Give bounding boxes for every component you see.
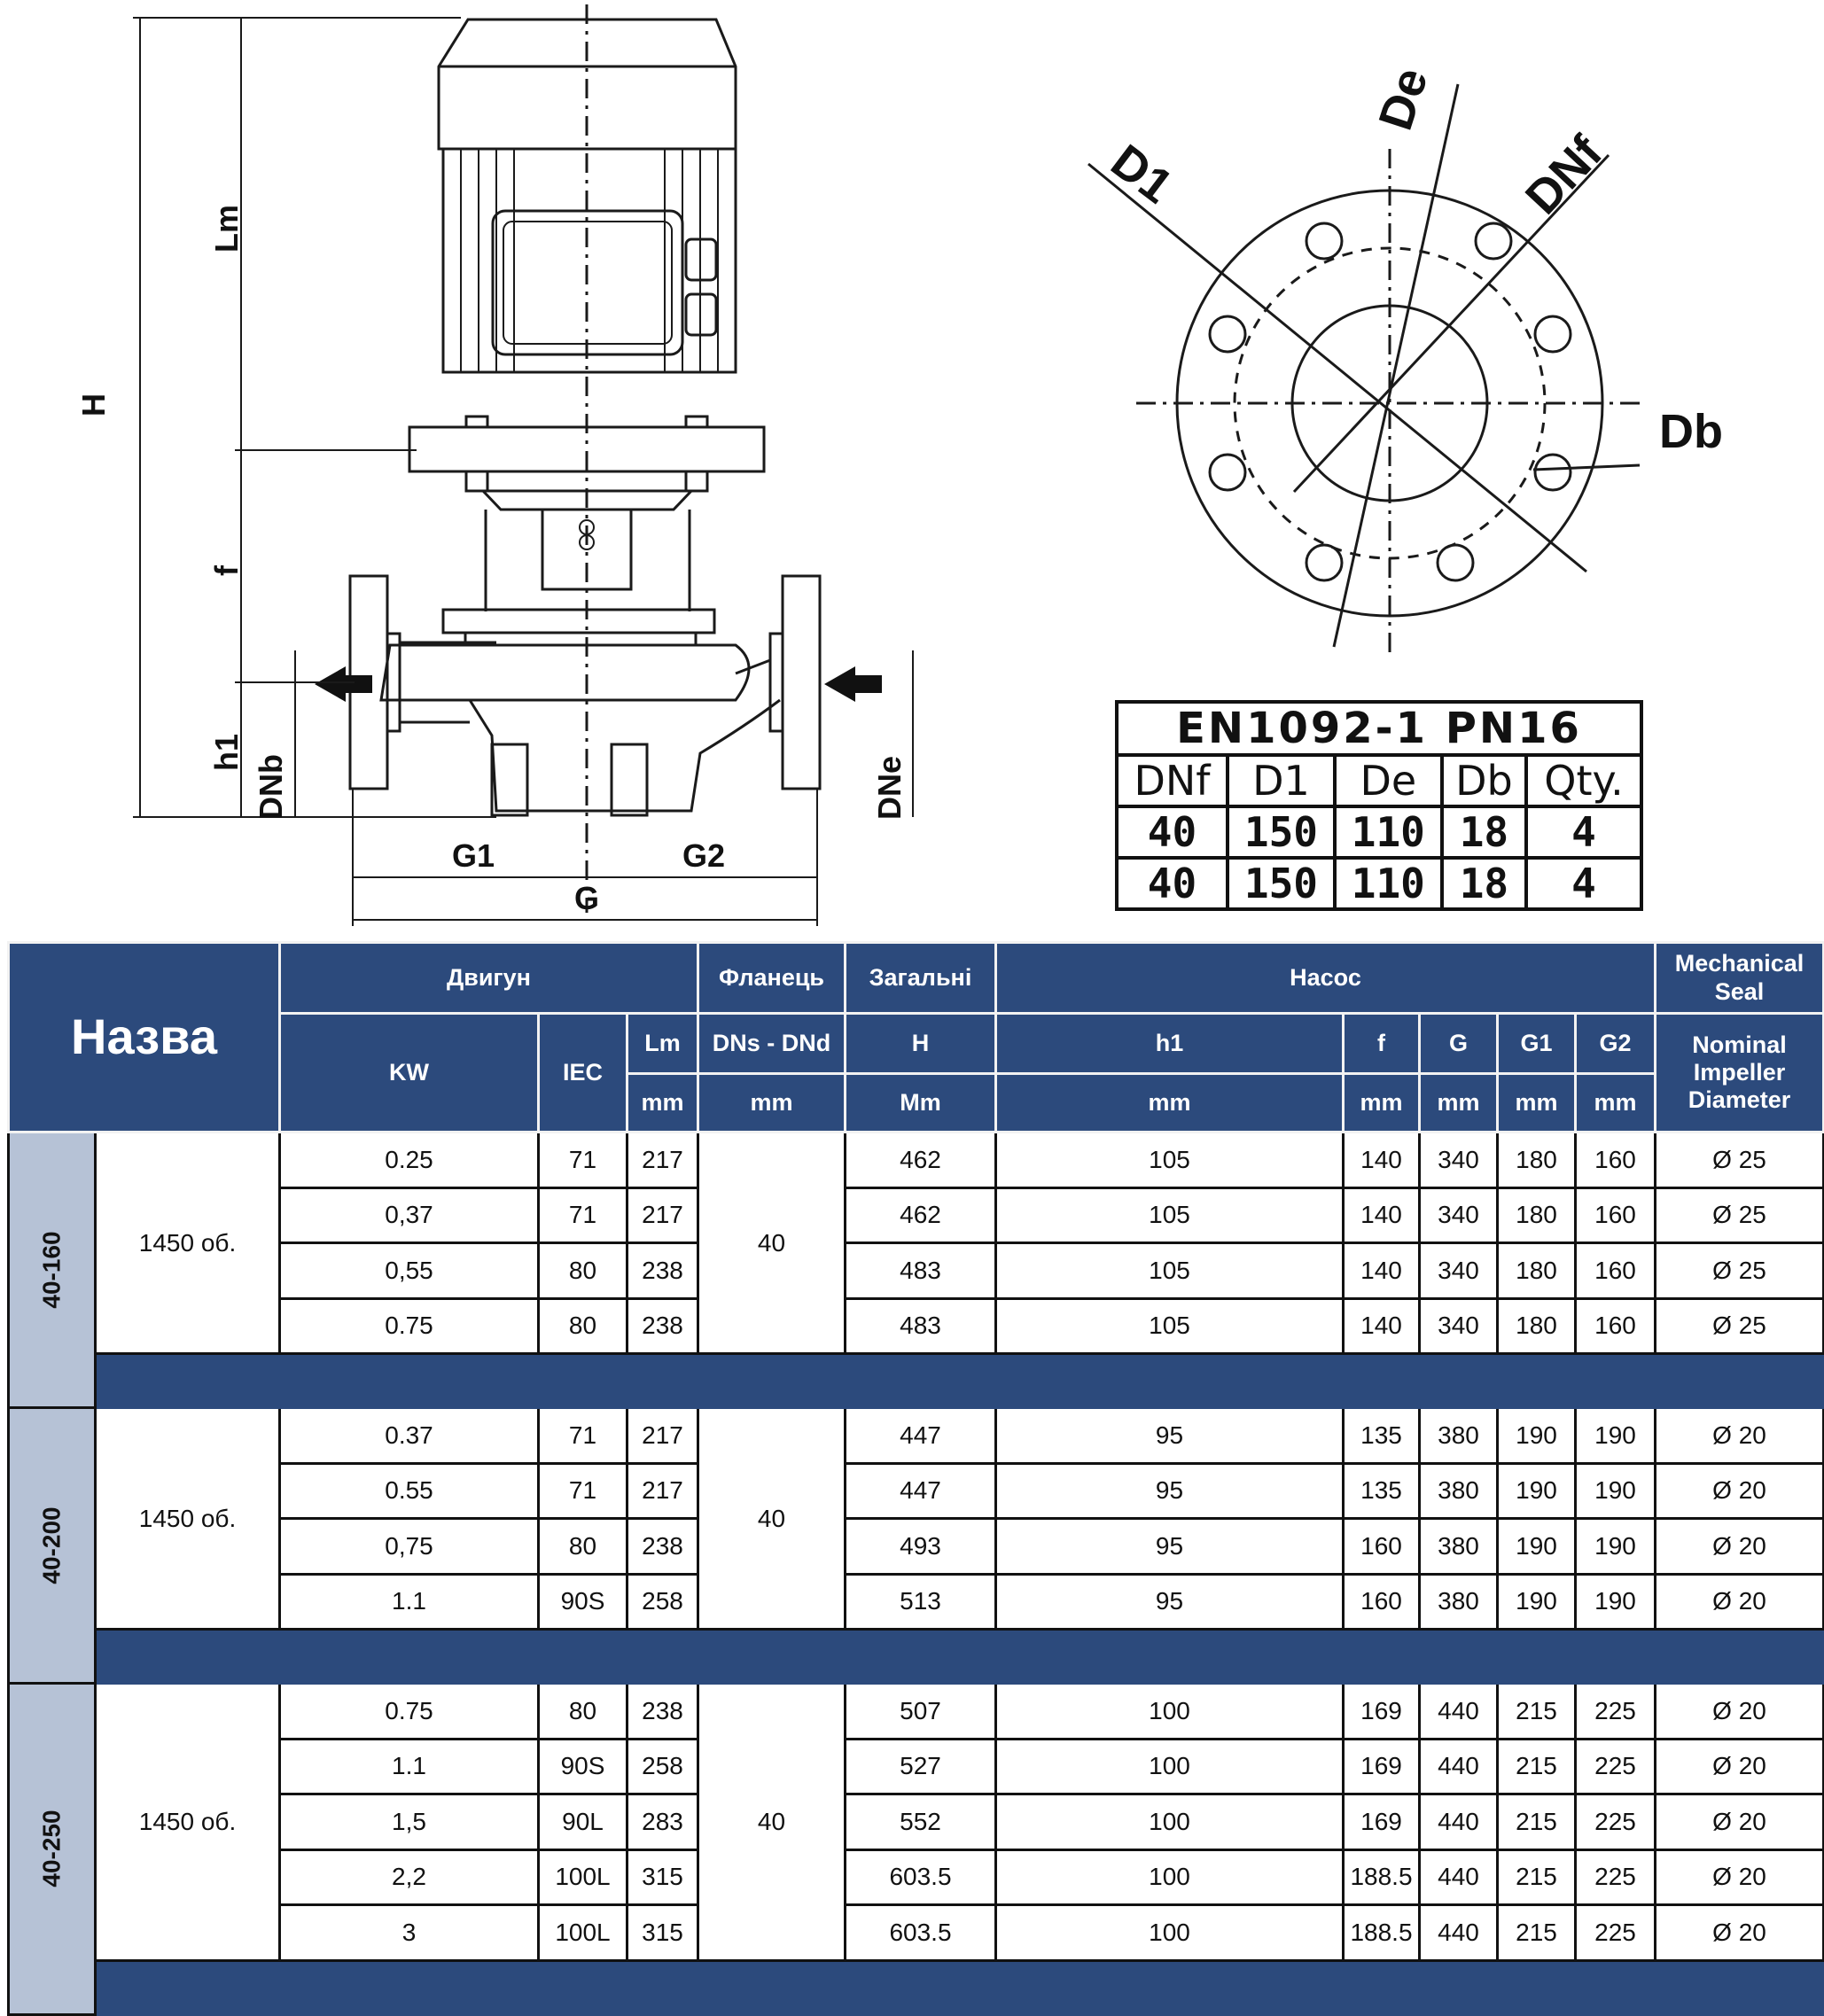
cell-kw: 0.75 bbox=[280, 1684, 539, 1740]
model-name-label: 40-250 bbox=[37, 1810, 66, 1888]
cell-g2: 160 bbox=[1576, 1133, 1656, 1188]
cell-h: 603.5 bbox=[846, 1905, 996, 1961]
cell-g: 440 bbox=[1420, 1684, 1498, 1740]
cell-h1: 95 bbox=[996, 1574, 1344, 1630]
cell-g1: 215 bbox=[1498, 1684, 1576, 1740]
cell-kw: 1.1 bbox=[280, 1574, 539, 1630]
cell-f: 140 bbox=[1344, 1187, 1420, 1243]
col-h: H bbox=[846, 1014, 996, 1074]
cell-impeller: Ø 20 bbox=[1656, 1905, 1824, 1961]
flange-cell: 150 bbox=[1228, 858, 1335, 909]
flange-table-caption: EN1092-1 PN16 bbox=[1117, 702, 1641, 755]
group-separator bbox=[9, 1354, 1824, 1408]
dim-label-G2: G2 bbox=[682, 837, 726, 874]
cell-h1: 95 bbox=[996, 1408, 1344, 1464]
cell-g1: 180 bbox=[1498, 1187, 1576, 1243]
flange-label-DNf: DNf bbox=[1515, 126, 1613, 225]
flange-cell: 4 bbox=[1526, 858, 1641, 909]
cell-g: 340 bbox=[1420, 1187, 1498, 1243]
cell-g2: 225 bbox=[1576, 1684, 1656, 1740]
unit-g1: mm bbox=[1498, 1074, 1576, 1133]
spec-body bbox=[9, 1133, 1824, 2015]
cell-h1: 95 bbox=[996, 1463, 1344, 1519]
cell-f: 169 bbox=[1344, 1794, 1420, 1850]
flange-cell: 18 bbox=[1442, 806, 1526, 858]
cell-impeller: Ø 20 bbox=[1656, 1849, 1824, 1905]
col-f: f bbox=[1344, 1014, 1420, 1074]
cell-g1: 215 bbox=[1498, 1905, 1576, 1961]
cell-g1: 180 bbox=[1498, 1243, 1576, 1299]
group-total: Загальні bbox=[846, 943, 996, 1014]
cell-lm: 238 bbox=[627, 1243, 698, 1299]
cell-h1: 100 bbox=[996, 1849, 1344, 1905]
table-row bbox=[9, 1298, 1824, 1354]
cell-h1: 105 bbox=[996, 1298, 1344, 1354]
cell-g: 440 bbox=[1420, 1794, 1498, 1850]
cell-g1: 190 bbox=[1498, 1408, 1576, 1464]
flange-header: Db bbox=[1442, 755, 1526, 806]
cell-iec: 100L bbox=[539, 1905, 627, 1961]
cell-iec: 100L bbox=[539, 1849, 627, 1905]
dim-label-h1: h1 bbox=[208, 733, 245, 771]
table-row bbox=[9, 1408, 1824, 1464]
unit-f: mm bbox=[1344, 1074, 1420, 1133]
cell-g1: 215 bbox=[1498, 1794, 1576, 1850]
cell-f: 135 bbox=[1344, 1463, 1420, 1519]
cell-lm: 217 bbox=[627, 1408, 698, 1464]
cell-h1: 105 bbox=[996, 1187, 1344, 1243]
table-row bbox=[9, 1519, 1824, 1575]
cell-g2: 160 bbox=[1576, 1243, 1656, 1299]
table-title: Назва bbox=[9, 943, 280, 1133]
cell-g2: 190 bbox=[1576, 1408, 1656, 1464]
cell-g: 340 bbox=[1420, 1243, 1498, 1299]
cell-kw: 1,5 bbox=[280, 1794, 539, 1850]
cell-g1: 215 bbox=[1498, 1739, 1576, 1794]
cell-g: 440 bbox=[1420, 1739, 1498, 1794]
cell-impeller: Ø 20 bbox=[1656, 1684, 1824, 1740]
model-speed: 1450 об. bbox=[96, 1133, 280, 1354]
cell-h: 462 bbox=[846, 1133, 996, 1188]
flange-table bbox=[1115, 700, 1643, 911]
cell-h1: 100 bbox=[996, 1794, 1344, 1850]
cell-g2: 160 bbox=[1576, 1298, 1656, 1354]
cell-g2: 160 bbox=[1576, 1187, 1656, 1243]
cell-f: 160 bbox=[1344, 1574, 1420, 1630]
col-h1: h1 bbox=[996, 1014, 1344, 1074]
flange-header: Qty. bbox=[1526, 755, 1641, 806]
col-g2: G2 bbox=[1576, 1014, 1656, 1074]
cell-h: 462 bbox=[846, 1187, 996, 1243]
flange-cell: 18 bbox=[1442, 858, 1526, 909]
cell-iec: 71 bbox=[539, 1408, 627, 1464]
cell-g1: 190 bbox=[1498, 1463, 1576, 1519]
cell-iec: 71 bbox=[539, 1187, 627, 1243]
spec-table bbox=[7, 941, 1824, 2016]
model-name-label: 40-200 bbox=[37, 1506, 66, 1584]
group-flange: Фланець bbox=[698, 943, 846, 1014]
table-row bbox=[9, 1794, 1824, 1850]
flange-header: DNf bbox=[1117, 755, 1228, 806]
cell-iec: 80 bbox=[539, 1298, 627, 1354]
flange-label-D1: D1 bbox=[1101, 134, 1183, 214]
model-name-label: 40-160 bbox=[37, 1231, 66, 1309]
separator-bar bbox=[96, 1960, 1824, 2014]
cell-h1: 100 bbox=[996, 1684, 1344, 1740]
cell-f: 135 bbox=[1344, 1408, 1420, 1464]
cell-g2: 225 bbox=[1576, 1849, 1656, 1905]
group-motor: Двигун bbox=[280, 943, 698, 1014]
flange-cell: 110 bbox=[1335, 858, 1442, 909]
cell-h1: 100 bbox=[996, 1905, 1344, 1961]
cell-kw: 0,75 bbox=[280, 1519, 539, 1575]
cell-lm: 217 bbox=[627, 1187, 698, 1243]
cell-lm: 238 bbox=[627, 1519, 698, 1575]
cell-g2: 225 bbox=[1576, 1739, 1656, 1794]
cell-g: 380 bbox=[1420, 1463, 1498, 1519]
cell-iec: 90L bbox=[539, 1794, 627, 1850]
table-row bbox=[9, 1243, 1824, 1299]
col-impeller: Nominal Impeller Diameter bbox=[1656, 1014, 1824, 1133]
dim-label-DNe: DNe bbox=[871, 755, 908, 820]
dim-label-DNb: DNb bbox=[253, 754, 289, 820]
cell-dn: 40 bbox=[698, 1408, 846, 1630]
dim-label-G1: G1 bbox=[452, 837, 495, 874]
pump-side-view bbox=[75, 4, 913, 926]
cell-h: 513 bbox=[846, 1574, 996, 1630]
unit-lm: mm bbox=[627, 1074, 698, 1133]
cell-g1: 190 bbox=[1498, 1519, 1576, 1575]
table-row bbox=[9, 1684, 1824, 1740]
table-row bbox=[9, 1849, 1824, 1905]
col-g: G bbox=[1420, 1014, 1498, 1074]
cell-h: 603.5 bbox=[846, 1849, 996, 1905]
table-row bbox=[9, 1574, 1824, 1630]
flange-label-Db: Db bbox=[1659, 405, 1723, 458]
cell-lm: 258 bbox=[627, 1574, 698, 1630]
unit-g2: mm bbox=[1576, 1074, 1656, 1133]
flange-cell: 40 bbox=[1117, 858, 1228, 909]
flange-header: D1 bbox=[1228, 755, 1335, 806]
col-lm: Lm bbox=[627, 1014, 698, 1074]
cell-g1: 215 bbox=[1498, 1849, 1576, 1905]
flange-cell: 40 bbox=[1117, 806, 1228, 858]
cell-g2: 190 bbox=[1576, 1463, 1656, 1519]
cell-g1: 180 bbox=[1498, 1298, 1576, 1354]
cell-h: 483 bbox=[846, 1243, 996, 1299]
dim-label-H: H bbox=[75, 393, 112, 416]
cell-iec: 80 bbox=[539, 1243, 627, 1299]
model-name bbox=[9, 1408, 96, 1684]
model-name bbox=[9, 1133, 96, 1408]
cell-kw: 0,55 bbox=[280, 1243, 539, 1299]
unit-g: mm bbox=[1420, 1074, 1498, 1133]
cell-g: 340 bbox=[1420, 1133, 1498, 1188]
cell-h: 527 bbox=[846, 1739, 996, 1794]
cell-impeller: Ø 20 bbox=[1656, 1519, 1824, 1575]
cell-lm: 217 bbox=[627, 1133, 698, 1188]
cell-kw: 0.75 bbox=[280, 1298, 539, 1354]
cell-f: 140 bbox=[1344, 1133, 1420, 1188]
cell-h1: 105 bbox=[996, 1243, 1344, 1299]
cell-impeller: Ø 20 bbox=[1656, 1408, 1824, 1464]
cell-impeller: Ø 25 bbox=[1656, 1298, 1824, 1354]
table-row bbox=[9, 1739, 1824, 1794]
model-speed: 1450 об. bbox=[96, 1408, 280, 1630]
unit-h1: mm bbox=[996, 1074, 1344, 1133]
col-kw: KW bbox=[280, 1014, 539, 1133]
cell-f: 140 bbox=[1344, 1298, 1420, 1354]
cell-h1: 105 bbox=[996, 1133, 1344, 1188]
cell-impeller: Ø 25 bbox=[1656, 1133, 1824, 1188]
flange-cell: 150 bbox=[1228, 806, 1335, 858]
cell-dn: 40 bbox=[698, 1684, 846, 1961]
cell-f: 169 bbox=[1344, 1739, 1420, 1794]
cell-f: 169 bbox=[1344, 1684, 1420, 1740]
cell-h: 493 bbox=[846, 1519, 996, 1575]
cell-kw: 3 bbox=[280, 1905, 539, 1961]
cell-g2: 190 bbox=[1576, 1519, 1656, 1575]
flange-label-De: De bbox=[1368, 61, 1438, 136]
cell-kw: 2,2 bbox=[280, 1849, 539, 1905]
cell-lm: 283 bbox=[627, 1794, 698, 1850]
cell-h: 483 bbox=[846, 1298, 996, 1354]
col-dn: DNs - DNd bbox=[698, 1014, 846, 1074]
cell-kw: 0.37 bbox=[280, 1408, 539, 1464]
cell-lm: 258 bbox=[627, 1739, 698, 1794]
cell-g: 440 bbox=[1420, 1849, 1498, 1905]
cell-lm: 315 bbox=[627, 1849, 698, 1905]
separator-bar bbox=[96, 1354, 1824, 1408]
cell-impeller: Ø 20 bbox=[1656, 1574, 1824, 1630]
cell-lm: 238 bbox=[627, 1684, 698, 1740]
cell-impeller: Ø 25 bbox=[1656, 1243, 1824, 1299]
group-separator bbox=[9, 1630, 1824, 1684]
cell-kw: 1.1 bbox=[280, 1739, 539, 1794]
cell-dn: 40 bbox=[698, 1133, 846, 1354]
cell-f: 140 bbox=[1344, 1243, 1420, 1299]
cell-g1: 190 bbox=[1498, 1574, 1576, 1630]
cell-h: 447 bbox=[846, 1463, 996, 1519]
unit-dn: mm bbox=[698, 1074, 846, 1133]
cell-iec: 71 bbox=[539, 1133, 627, 1188]
cell-iec: 90S bbox=[539, 1739, 627, 1794]
model-speed: 1450 об. bbox=[96, 1684, 280, 1961]
col-iec: IEC bbox=[539, 1014, 627, 1133]
flange-face-view bbox=[1088, 62, 1723, 656]
cell-lm: 238 bbox=[627, 1298, 698, 1354]
flange-cell: 110 bbox=[1335, 806, 1442, 858]
cell-impeller: Ø 20 bbox=[1656, 1463, 1824, 1519]
cell-g: 380 bbox=[1420, 1408, 1498, 1464]
cell-g2: 225 bbox=[1576, 1905, 1656, 1961]
table-row bbox=[9, 1905, 1824, 1961]
cell-g2: 190 bbox=[1576, 1574, 1656, 1630]
group-pump: Насос bbox=[996, 943, 1656, 1014]
cell-impeller: Ø 25 bbox=[1656, 1187, 1824, 1243]
cell-impeller: Ø 20 bbox=[1656, 1794, 1824, 1850]
table-row bbox=[9, 1187, 1824, 1243]
dim-label-Lm: Lm bbox=[208, 205, 245, 253]
cell-iec: 80 bbox=[539, 1519, 627, 1575]
unit-h: Mm bbox=[846, 1074, 996, 1133]
cell-h1: 95 bbox=[996, 1519, 1344, 1575]
cell-h: 507 bbox=[846, 1684, 996, 1740]
cell-iec: 71 bbox=[539, 1463, 627, 1519]
cell-g: 380 bbox=[1420, 1574, 1498, 1630]
flange-header: De bbox=[1335, 755, 1442, 806]
group-separator bbox=[9, 1960, 1824, 2014]
cell-iec: 90S bbox=[539, 1574, 627, 1630]
cell-g: 340 bbox=[1420, 1298, 1498, 1354]
cell-f: 188.5 bbox=[1344, 1849, 1420, 1905]
cell-f: 188.5 bbox=[1344, 1905, 1420, 1961]
cell-g: 440 bbox=[1420, 1905, 1498, 1961]
model-name bbox=[9, 1684, 96, 2015]
cell-kw: 0.25 bbox=[280, 1133, 539, 1188]
cell-g1: 180 bbox=[1498, 1133, 1576, 1188]
cell-g: 380 bbox=[1420, 1519, 1498, 1575]
cell-lm: 217 bbox=[627, 1463, 698, 1519]
separator-bar bbox=[96, 1630, 1824, 1684]
table-row bbox=[9, 1463, 1824, 1519]
cell-f: 160 bbox=[1344, 1519, 1420, 1575]
cell-iec: 80 bbox=[539, 1684, 627, 1740]
dim-label-G: G bbox=[574, 880, 600, 916]
group-seal: Mechanical Seal bbox=[1656, 943, 1824, 1014]
col-g1: G1 bbox=[1498, 1014, 1576, 1074]
cell-lm: 315 bbox=[627, 1905, 698, 1961]
flange-cell: 4 bbox=[1526, 806, 1641, 858]
cell-g2: 225 bbox=[1576, 1794, 1656, 1850]
cell-kw: 0.55 bbox=[280, 1463, 539, 1519]
cell-h: 552 bbox=[846, 1794, 996, 1850]
dim-label-f: f bbox=[208, 565, 245, 576]
cell-kw: 0,37 bbox=[280, 1187, 539, 1243]
cell-h1: 100 bbox=[996, 1739, 1344, 1794]
table-row bbox=[9, 1133, 1824, 1188]
cell-impeller: Ø 20 bbox=[1656, 1739, 1824, 1794]
cell-h: 447 bbox=[846, 1408, 996, 1464]
